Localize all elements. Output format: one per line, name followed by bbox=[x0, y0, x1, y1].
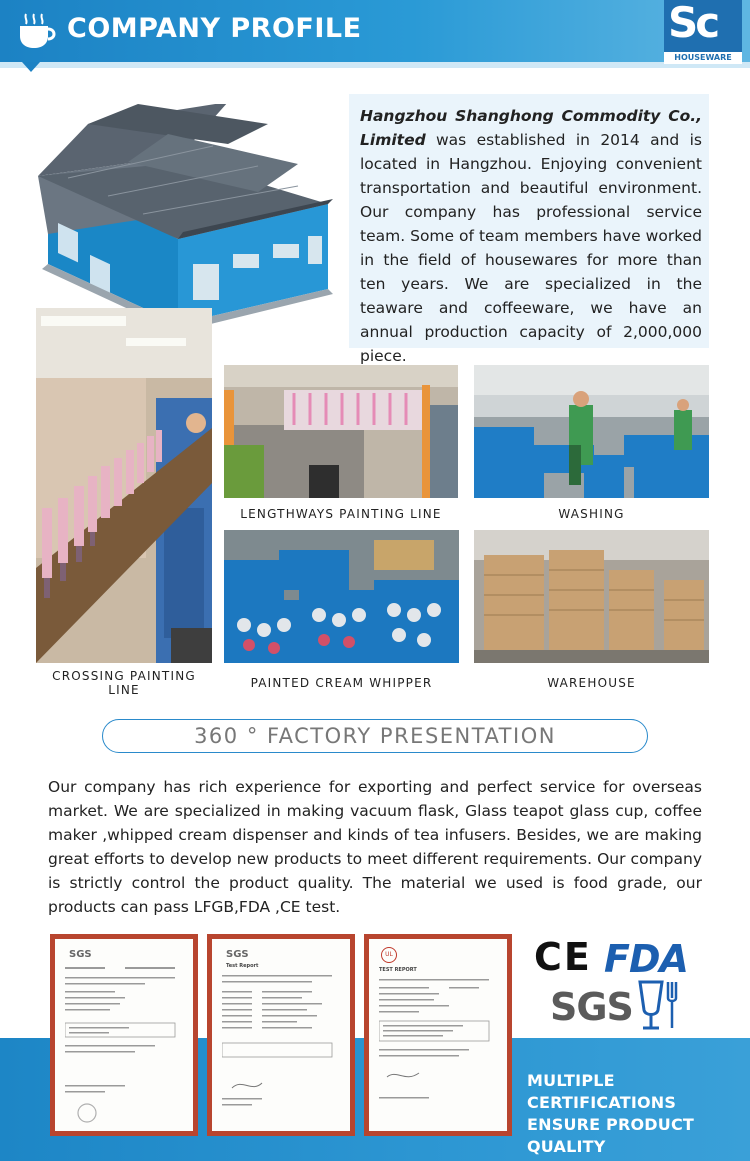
certificate-paper bbox=[369, 939, 507, 1131]
tagline-line-1: MULTIPLE CERTIFICATIONS bbox=[527, 1071, 677, 1112]
brand-logo bbox=[664, 0, 742, 64]
certification-tagline bbox=[527, 1070, 750, 1158]
caption-crossing-painting-line: CROSSING PAINTING LINE bbox=[52, 669, 196, 697]
tagline-line-2: ENSURE PRODUCT QUALITY bbox=[527, 1115, 695, 1156]
caption-lengthways-painting-line: LENGTHWAYS PAINTING LINE bbox=[240, 507, 442, 521]
caption-washing: WASHING bbox=[558, 507, 625, 521]
photo-warehouse bbox=[474, 530, 709, 663]
fda-mark: FDA bbox=[604, 937, 688, 981]
cert-text-lines bbox=[222, 973, 340, 1123]
company-description: Our company has rich experience for exporting and perfect service for overseas market. We are specialized in making vacuum flask, Glass teapot glass cup, coffee maker ,whipped cream dispenser and kinds of tea infusers. Besides, we are making great efforts to develop new products to meet different requirements. Our company is strictly control the product quality. The material we used is food grade, our products can pass LFGB,FDA ,CE test. bbox=[48, 778, 702, 916]
photo-washing bbox=[474, 365, 709, 498]
factory-presentation-title: 360 ° FACTORY PRESENTATION bbox=[194, 724, 556, 748]
cert-title: Test Report bbox=[226, 963, 259, 969]
certificate-sgs-2 bbox=[207, 934, 355, 1136]
photo-crossing-painting-line bbox=[36, 308, 212, 663]
company-name: Hangzhou Shanghong Commodity Co., Limited bbox=[360, 107, 702, 149]
logo-mark: Sc bbox=[668, 0, 718, 47]
header-notch bbox=[22, 62, 40, 72]
intro-text: was established in 2014 and is located in Hangzhou. Enjoying convenient transportation and beautiful environment. Our company has professional service team. Some of team members have worked in the field of housewares for more than ten years. We are specialized in the teaware and coffeeware, we have an annual production capacity of 2,000,000 piece. bbox=[360, 131, 702, 365]
cert-title: TEST REPORT bbox=[379, 967, 417, 973]
cert-logo: SGS bbox=[226, 949, 249, 960]
factory-presentation-banner bbox=[102, 719, 648, 753]
food-grade-icon bbox=[638, 980, 682, 1032]
certificate-sgs-1 bbox=[50, 934, 198, 1136]
sgs-mark: SGS bbox=[550, 985, 633, 1029]
page-title: COMPANY PROFILE bbox=[67, 13, 362, 44]
photo-lengthways-painting-line bbox=[224, 365, 458, 498]
factory-illustration bbox=[28, 104, 340, 340]
intro-paragraph bbox=[360, 104, 702, 368]
certificate-ul bbox=[364, 934, 512, 1136]
photo-painted-cream-whipper bbox=[224, 530, 459, 663]
cert-text-lines bbox=[65, 965, 183, 1125]
cert-logo: UL bbox=[381, 947, 397, 963]
caption-painted-cream-whipper: PAINTED CREAM WHIPPER bbox=[250, 676, 433, 690]
header-stripe bbox=[0, 62, 750, 68]
cert-logo: SGS bbox=[69, 949, 92, 960]
certificate-paper bbox=[55, 939, 193, 1131]
certificate-paper bbox=[212, 939, 350, 1131]
cert-text-lines bbox=[379, 977, 497, 1127]
teapot-icon bbox=[14, 12, 60, 50]
logo-text: HOUSEWARE bbox=[664, 52, 742, 64]
intro-box bbox=[349, 94, 709, 365]
ce-mark: CE bbox=[534, 935, 592, 979]
caption-warehouse: WAREHOUSE bbox=[547, 676, 636, 690]
